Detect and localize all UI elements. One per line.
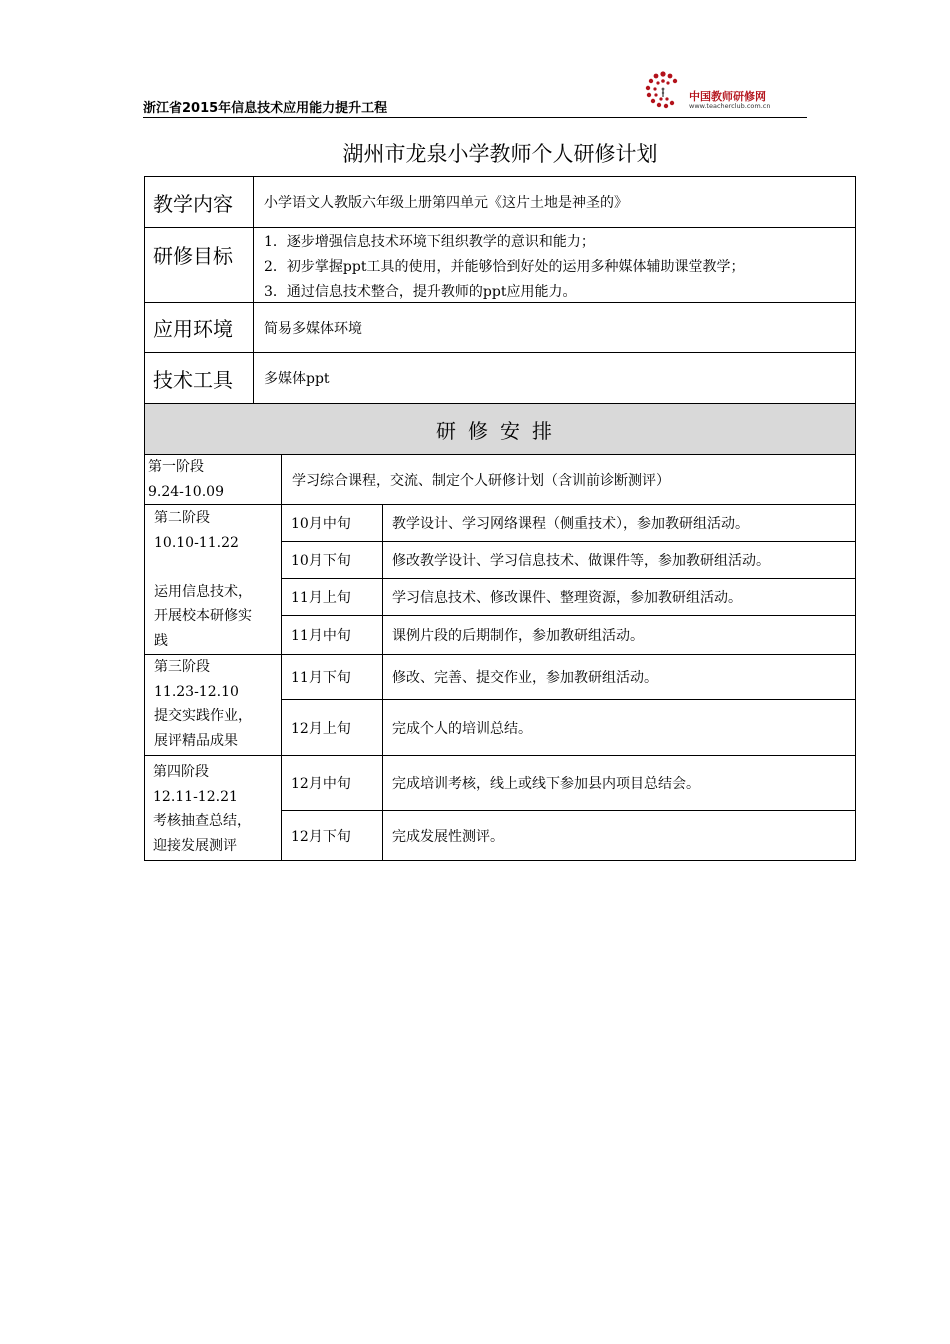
activity-cell: 完成个人的培训总结。 [392,720,532,737]
goals-list [254,228,855,302]
time-cell: 11月中旬 [291,628,351,644]
stage-1-name: 第一阶段 [148,459,204,475]
goals-label: 研修目标 [153,243,233,268]
page-header [143,60,807,118]
stage-1-dates: 9.24-10.09 [148,483,224,500]
stage-4-desc: 迎接发展测评 [153,837,237,854]
activity-cell: 完成发展性测评。 [392,828,504,845]
stage-4-info [145,756,281,860]
logo-mark-icon [639,68,687,112]
stage-2-spacer [154,555,281,580]
tool-value: 多媒体ppt [264,371,330,387]
project-title: 浙江省2015年信息技术应用能力提升工程 [143,101,388,116]
stage-1-info [145,455,281,504]
stage-2-desc: 运用信息技术， [154,583,252,600]
stage-3-name: 第三阶段 [154,659,210,675]
header-rule [143,117,807,118]
schedule-title: 研修安排 [145,404,855,454]
goal-item: 2．初步掌握ppt工具的使用，并能够恰到好处的运用多种媒体辅助课堂教学； [264,259,745,275]
logo-name: 中国教师研修网 [689,90,766,103]
activity-cell: 修改、完善、提交作业，参加教研组活动。 [392,670,658,686]
stage-4-name: 第四阶段 [153,764,209,780]
activity-cell: 课例片段的后期制作，参加教研组活动。 [392,628,644,644]
stage-1-activity: 学习综合课程，交流、制定个人研修计划（含训前诊断测评） [292,472,670,489]
plan-table [144,176,856,861]
time-cell: 11月上旬 [291,590,351,606]
activity-cell: 完成培训考核，线上或线下参加县内项目总结会。 [392,776,700,792]
stage-4-dates: 12.11-12.21 [153,788,238,805]
stage-4-desc: 考核抽查总结， [153,813,251,829]
stage-2-dates: 10.10-11.22 [154,534,239,551]
stage-3-info [145,655,281,755]
stage-2-desc: 开展校本研修实 [154,608,252,624]
time-cell: 12月上旬 [291,720,351,737]
teacherclub-logo [639,68,789,112]
env-label: 应用环境 [153,317,233,341]
stage-3-desc: 展评精品成果 [154,732,238,749]
document-title: 湖州市龙泉小学教师个人研修计划 [342,142,658,166]
content-label: 教学内容 [153,191,233,216]
stage-3-desc: 提交实践作业， [154,708,252,724]
env-value: 简易多媒体环境 [264,320,362,337]
stage-2-desc: 践 [154,632,168,649]
time-cell: 10月中旬 [291,516,351,532]
goal-item: 1．逐步增强信息技术环境下组织教学的意识和能力； [264,234,595,250]
time-cell: 10月下旬 [291,553,351,569]
activity-cell: 学习信息技术、修改课件、整理资源，参加教研组活动。 [392,590,742,606]
time-cell: 12月中旬 [291,776,351,792]
time-cell: 12月下旬 [291,828,351,845]
activity-cell: 教学设计、学习网络课程（侧重技术），参加教研组活动。 [392,516,749,532]
activity-cell: 修改教学设计、学习信息技术、做课件等，参加教研组活动。 [392,553,770,569]
goal-item: 3．通过信息技术整合，提升教师的ppt应用能力。 [264,284,577,300]
stage-2-name: 第二阶段 [154,510,210,526]
tool-label: 技术工具 [153,367,233,392]
logo-url: www.teacherclub.com.cn [689,102,771,110]
time-cell: 11月下旬 [291,670,351,686]
stage-3-dates: 11.23-12.10 [154,683,239,700]
content-value: 小学语文人教版六年级上册第四单元《这片土地是神圣的》 [264,195,628,211]
stage-2-info [145,505,281,654]
